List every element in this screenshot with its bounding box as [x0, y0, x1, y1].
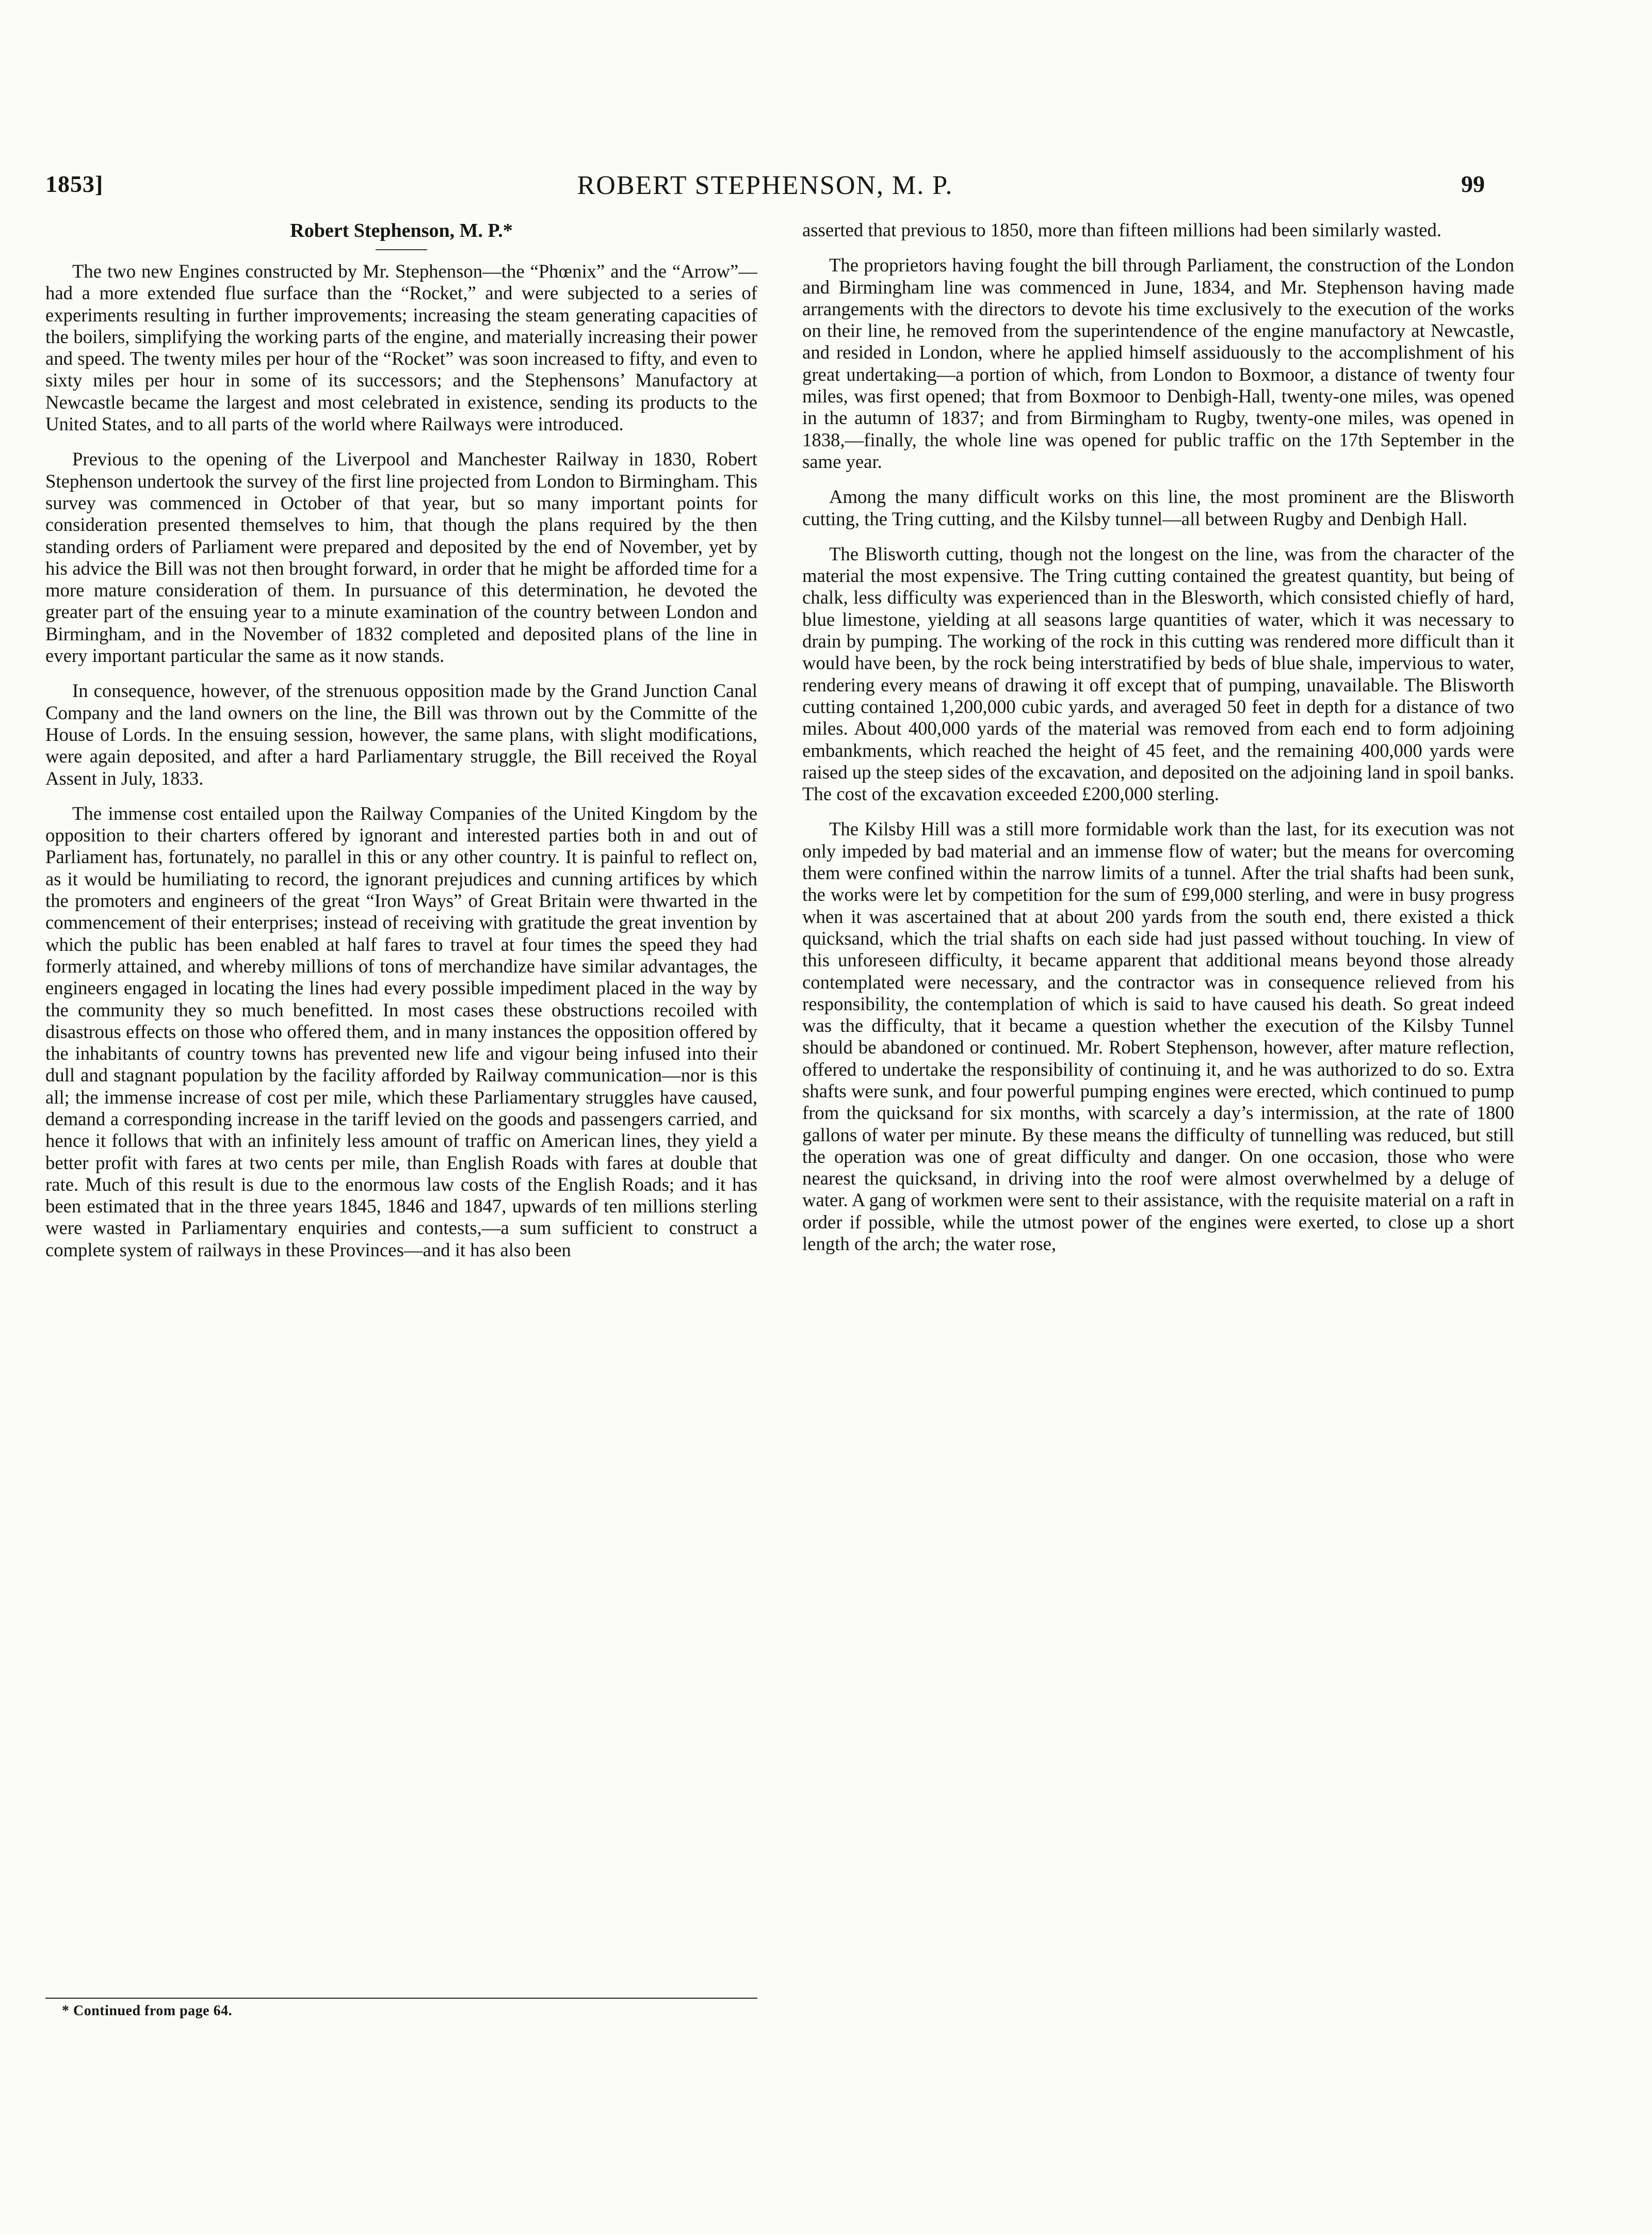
- paragraph-construction: The proprietors having fought the bill through Parliament, the construction of the London and Birmingham line was commenced in June, 1834, and Mr. Stephenson having made arrangements with the directors to devote his time exclusively to the execution of the works on their line, he removed from the superintendence of the engine manufactory at Newcastle, and resided in London, where he applied himself assiduously to the accomplishment of his great undertaking—a portion of which, from London to Boxmoor, a distance of twenty four miles, was first opened; that from Boxmoor to Denbigh-Hall, twenty-one miles, was opened in the autumn of 1837; and from Birmingham to Rugby, twenty-one miles, was opened in 1838,—finally, the whole line was opened for public traffic on the 17th September in the same year.: [802, 254, 1514, 472]
- page-number: 99: [1461, 171, 1485, 197]
- paragraph-difficult-works: Among the many difficult works on this line, the most prominent are the Blisworth cutting, the Tring cutting, and the Kilsby tunnel—all between Rugby and Denbigh Hall.: [802, 486, 1514, 529]
- left-column: [45, 219, 757, 1274]
- paragraph-survey: Previous to the opening of the Liverpool and Manchester Railway in 1830, Robert Stephenson undertook the survey of the first line projected from London to Birmingham. This survey was commenced in October of that year, but so many important points for consideration presented themselves to him, that though the plans required by the then standing orders of Parliament were prepared and deposited by the end of November, yet by his advice the Bill was not then brought forward, in order that he might be afforded time for a more mature consideration of them. In pursuance of this determination, he devoted the greater part of the ensuing year to a minute examination of the country between London and Birmingham, and in the November of 1832 completed and deposited plans of the line in every important particular the same as it now stands.: [45, 448, 757, 667]
- paragraph-opposition: In consequence, however, of the strenuous opposition made by the Grand Junction Canal Company and the land owners on the line, the Bill was thrown out by the Committe of the House of Lords. In the ensuing session, however, the same plans, with slight modifications, were again deposited, and after a hard Parliamentary struggle, the Bill received the Royal Assent in July, 1833.: [45, 680, 757, 789]
- title-rule: [376, 249, 427, 250]
- running-head: [45, 170, 1485, 212]
- paragraph-continuation: asserted that previous to 1850, more than fifteen millions had been similarly wasted.: [802, 219, 1442, 240]
- footnote-rule: [45, 1998, 757, 1999]
- paragraph-engines: The two new Engines constructed by Mr. Stephenson—the “Phœnix” and the “Arrow”—had a more extended flue surface than the “Rocket,” and were subjected to a series of experiments resulting in further improvements; increasing the steam generating capacities of the boilers, simplifying the working parts of the engine, and materially increasing their power and speed. The twenty miles per hour of the “Rocket” was soon increased to fifty, and even to sixty miles per hour in some of its successors; and the Stephensons’ Manufactory at Newcastle became the largest and most celebrated in existence, sending its products to the United States, and to all parts of the world where Railways were introduced.: [45, 261, 757, 435]
- footnote: * Continued from page 64.: [62, 2003, 233, 2019]
- header-title: ROBERT STEPHENSON, M. P.: [577, 171, 953, 200]
- right-column: [802, 219, 1514, 1268]
- header-year: 1853]: [45, 171, 104, 197]
- paragraph-blisworth: The Blisworth cutting, though not the longest on the line, was from the character of the material the most expensive. The Tring cutting contained the greatest quantity, but being of chalk, less difficulty was experienced than in the Blesworth, which consisted chiefly of hard, blue limestone, yielding at all seasons large quantities of water, which it was necessary to drain by pumping. The working of the rock in this cutting was rendered more difficult than it would have been, by the rock being interstratified by beds of blue shale, impervious to water, rendering every means of drawing it off except that of pumping, unavailable. The Blisworth cutting contained 1,200,000 cubic yards, and averaged 50 feet in depth for a distance of two miles. About 400,000 yards of the material was removed from each end to form adjoining embankments, which reached the height of 45 feet, and the remaining 400,000 yards were raised up the steep sides of the excavation, and deposited on the adjoining land in spoil banks. The cost of the excavation exceeded £200,000 sterling.: [802, 543, 1514, 805]
- paragraph-kilsby: The Kilsby Hill was a still more formidable work than the last, for its execution was not only impeded by bad material and an immense flow of water; but the means for overcoming them were confined within the narrow limits of a tunnel. After the trial shafts had been sunk, the works were let by competition for the sum of £99,000 sterling, and were in busy progress when it was ascertained that at about 200 yards from the south end, there existed a thick quicksand, which the trial shafts on each side had just passed without touching. In view of this unforeseen difficulty, it became apparent that additional means beyond those already contemplated were necessary, and the contractor was in consequence relieved from his responsibility, the contemplation of which is said to have caused his death. So great indeed was the difficulty, that it became a question whether the execution of the Kilsby Tunnel should be abandoned or continued. Mr. Robert Stephenson, however, after mature reflection, offered to undertake the responsibility of continuing it, and he was authorized to do so. Extra shafts were sunk, and four powerful pumping engines were erected, which continued to pump from the quicksand for six months, with scarcely a day’s intermission, at the rate of 1800 gallons of water per minute. By these means the difficulty of tunnelling was reduced, but still the operation was one of great difficulty and danger. On one occasion, those who were nearest the quicksand, in driving into the roof were almost overwhelmed by a deluge of water. A gang of workmen were sent to their assistance, with the requisite material on a raft in order if possible, while the utmost power of the engines were exerted, to close up a short length of the arch; the water rose,: [802, 818, 1514, 1255]
- paragraph-cost: The immense cost entailed upon the Railway Companies of the United Kingdom by the opposition to their charters offered by ignorant and interested parties both in and out of Parliament has, fortunately, no parallel in this or any other country. It is painful to reflect on, as it would be humiliating to record, the ignorant prejudices and cunning artifices by which the promoters and engineers of the great “Iron Ways” of Great Britain were thwarted in the commencement of their enterprises; instead of receiving with gratitude the great invention by which the public has been enabled at half fares to travel at four times the speed they had formerly attained, and whereby millions of tons of merchandize have similar advantages, the engineers engaged in locating the lines had every possible impediment placed in the way by the community they so much benefitted. In most cases these obstructions recoiled with disastrous effects on those who offered them, and in many instances the opposition offered by the inhabitants of country towns has prevented new life and vigour being infused into their dull and stagnant population by the facility afforded by Railway communication—nor is this all; the immense increase of cost per mile, which these Parliamentary struggles have caused, demand a corresponding increase in the tariff levied on the goods and passengers carried, and hence it follows that with an infinitely less amount of traffic on American lines, they yield a better profit with fares at two cents per mile, than English Roads with fares at double that rate. Much of this result is due to the enormous law costs of the English Roads; and it has been estimated that in the three years 1845, 1846 and 1847, upwards of ten millions sterling were wasted in Parliamentary enquiries and contests,—a sum sufficient to construct a complete system of railways in these Provinces—and it has also been: [45, 802, 757, 1260]
- article-title: Robert Stephenson, M. P.*: [290, 220, 513, 241]
